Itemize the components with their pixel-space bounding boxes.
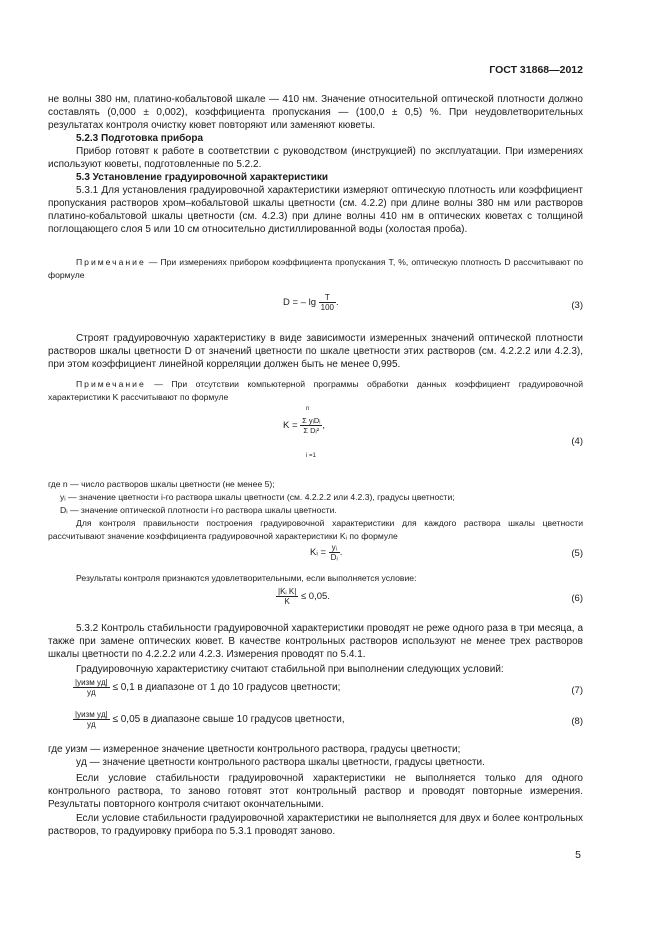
eq7-number: (7) [571, 685, 583, 696]
equation-6 [276, 587, 330, 606]
para-two-solutions: Если условие стабильности градуировочной характеристики не выполняется для двух и более контрольных растворов, то градуировку прибора по 5.3.1 проводят заново. [48, 813, 583, 837]
eq3-den: 100 [320, 303, 335, 312]
page-number: 5 [575, 849, 581, 861]
eq7-den: yд [87, 688, 96, 697]
where-yizm: где yизм — измеренное значение цветности контрольного раствора, градусы цветности; [48, 744, 461, 755]
eq5-tail: . [339, 547, 343, 559]
note-label: Примечание [76, 257, 146, 267]
para-build: Строят градуировочную характеристику в виде зависимости измеренных значений оптической плотности растворов шкалы цветности D от значений цветности по шкале цветности этих растворов (см. 4.2.2.2 или 4.2.3), при этом коэффициент линейной корреляции должен быть не менее 0,995. [48, 333, 583, 370]
para-results: Результаты контроля признаются удовлетворительными, если выполняется условие: [76, 573, 417, 583]
eq4-num: Σ yᵢDᵢ [302, 416, 321, 425]
eq5-number: (5) [571, 548, 583, 559]
eq4-number: (4) [571, 436, 583, 447]
section-523-title: 5.2.3 Подготовка прибора [76, 133, 204, 144]
eq6-number: (6) [571, 593, 583, 604]
section-532-text: 5.3.2 Контроль стабильности градуировочной характеристики проводят не реже одного раза в три месяца, а также при замене оптических кювет. В качестве контрольных растворов используют не менее трех растворов шкалы цветности по 4.2.2.2 или 4.2.3. Измерения проводят по 5.4.1. [48, 623, 583, 660]
equation-4 [283, 406, 326, 459]
note-2-text: — При отсутствии компьютерной программы обработки данных коэффициент градуировочной характеристики K рассчитывают по формуле [48, 379, 583, 402]
para-control: Для контроля правильности построения градуировочной характеристики для каждого раствора шкалы цветности рассчитывают значение коэффициента градуировочной характеристики Kᵢ по формуле [48, 518, 583, 541]
section-523-text: Прибор готовят к работе в соответствии с руководством (инструкцией) по эксплуатации. При измерениях используют кюветы, подготовленные по 5.2.2. [48, 146, 583, 170]
eq8-number: (8) [571, 716, 583, 727]
eq3-num: T [319, 293, 336, 303]
section-531-text: 5.3.1 Для установления градуировочной характеристики измеряют оптическую плотность или коэффициент пропускания растворов хром–кобальтовой шкалы цветности (см. 4.2.2) при длине волны 380 нм или растворов платино-кобальтовой шкалы цветности (см. 4.2.3) при длине волны 410 нм в оптических кюветах с толщиной поглощающего слоя 5 или 10 см относительно дистиллированной воды (холостая проба). [48, 185, 583, 235]
eq4-den: Σ Dᵢ² [303, 426, 320, 435]
where-yd: yд — значение цветности контрольного раствора шкалы цветности, градусы цветности. [76, 757, 485, 768]
eq5-lhs: Kᵢ = [310, 547, 327, 559]
eq3-number: (3) [571, 300, 583, 311]
where-n: где n — число растворов шкалы цветности (не менее 5); [48, 479, 275, 489]
section-53-title: 5.3 Установление градуировочной характеристики [76, 172, 329, 183]
eq8-num: |yизм yд| [75, 710, 108, 719]
eq5-den: Dᵢ [330, 553, 338, 562]
eq7-tail: ≤ 0,1 в диапазоне от 1 до 10 градусов цветности; [112, 682, 341, 694]
eq3-lhs: D = – lg [283, 297, 317, 309]
eq4-sum-top: n [306, 406, 310, 412]
para-intro: не волны 380 нм, платино-кобальтовой шкале — 410 нм. Значение относительной оптической плотности должно составлять (0,000 ± 0,002), коэффициента пропускания — (100,0 ± 0,5) %. При неудовлетворительных результатах контроля очистку кювет повторяют или заменяют кюветы. [48, 94, 583, 131]
doc-code: ГОСТ 31868—2012 [489, 64, 583, 76]
eq3-tail: . [336, 297, 339, 309]
where-d: Dᵢ — значение оптической плотности i-го раствора шкалы цветности. [60, 505, 337, 515]
note-label: Примечание [76, 379, 146, 389]
equation-8 [73, 710, 345, 729]
note-1 [48, 256, 583, 282]
eq6-den: K [284, 597, 290, 606]
eq6-tail: ≤ 0,05. [300, 591, 330, 603]
equation-5 [310, 543, 342, 562]
equation-7 [73, 678, 340, 697]
eq4-tail: , [322, 420, 326, 432]
eq4-sum-bottom: i =1 [306, 453, 316, 459]
equation-3 [283, 293, 339, 312]
eq4-lhs: K = [283, 420, 298, 432]
note-1-text: — При измерениях прибором коэффициента пропускания T, %, оптическую плотность D рассчитывают по формуле [48, 257, 583, 280]
eq5-num: yᵢ [329, 543, 340, 553]
para-one-solution: Если условие стабильности градуировочной характеристики не выполняется только для одного контрольного раствора, то заново готовят этот контрольный раствор и проводят повторные измерения. Результаты повторного контроля считают окончательными. [48, 773, 583, 810]
note-2 [48, 378, 583, 404]
eq8-den: yд [87, 720, 96, 729]
para-stable: Градуировочную характеристику считают стабильной при выполнении следующих условий: [76, 664, 504, 675]
eq6-num: |Kᵢ K| [278, 587, 297, 596]
eq8-tail: ≤ 0,05 в диапазоне свыше 10 градусов цветности, [112, 714, 345, 726]
where-y: yᵢ — значение цветности i-го раствора шкалы цветности (см. 4.2.2.2 или 4.2.3), градусы цветности; [60, 492, 455, 502]
eq7-num: |yизм yд| [75, 678, 108, 687]
